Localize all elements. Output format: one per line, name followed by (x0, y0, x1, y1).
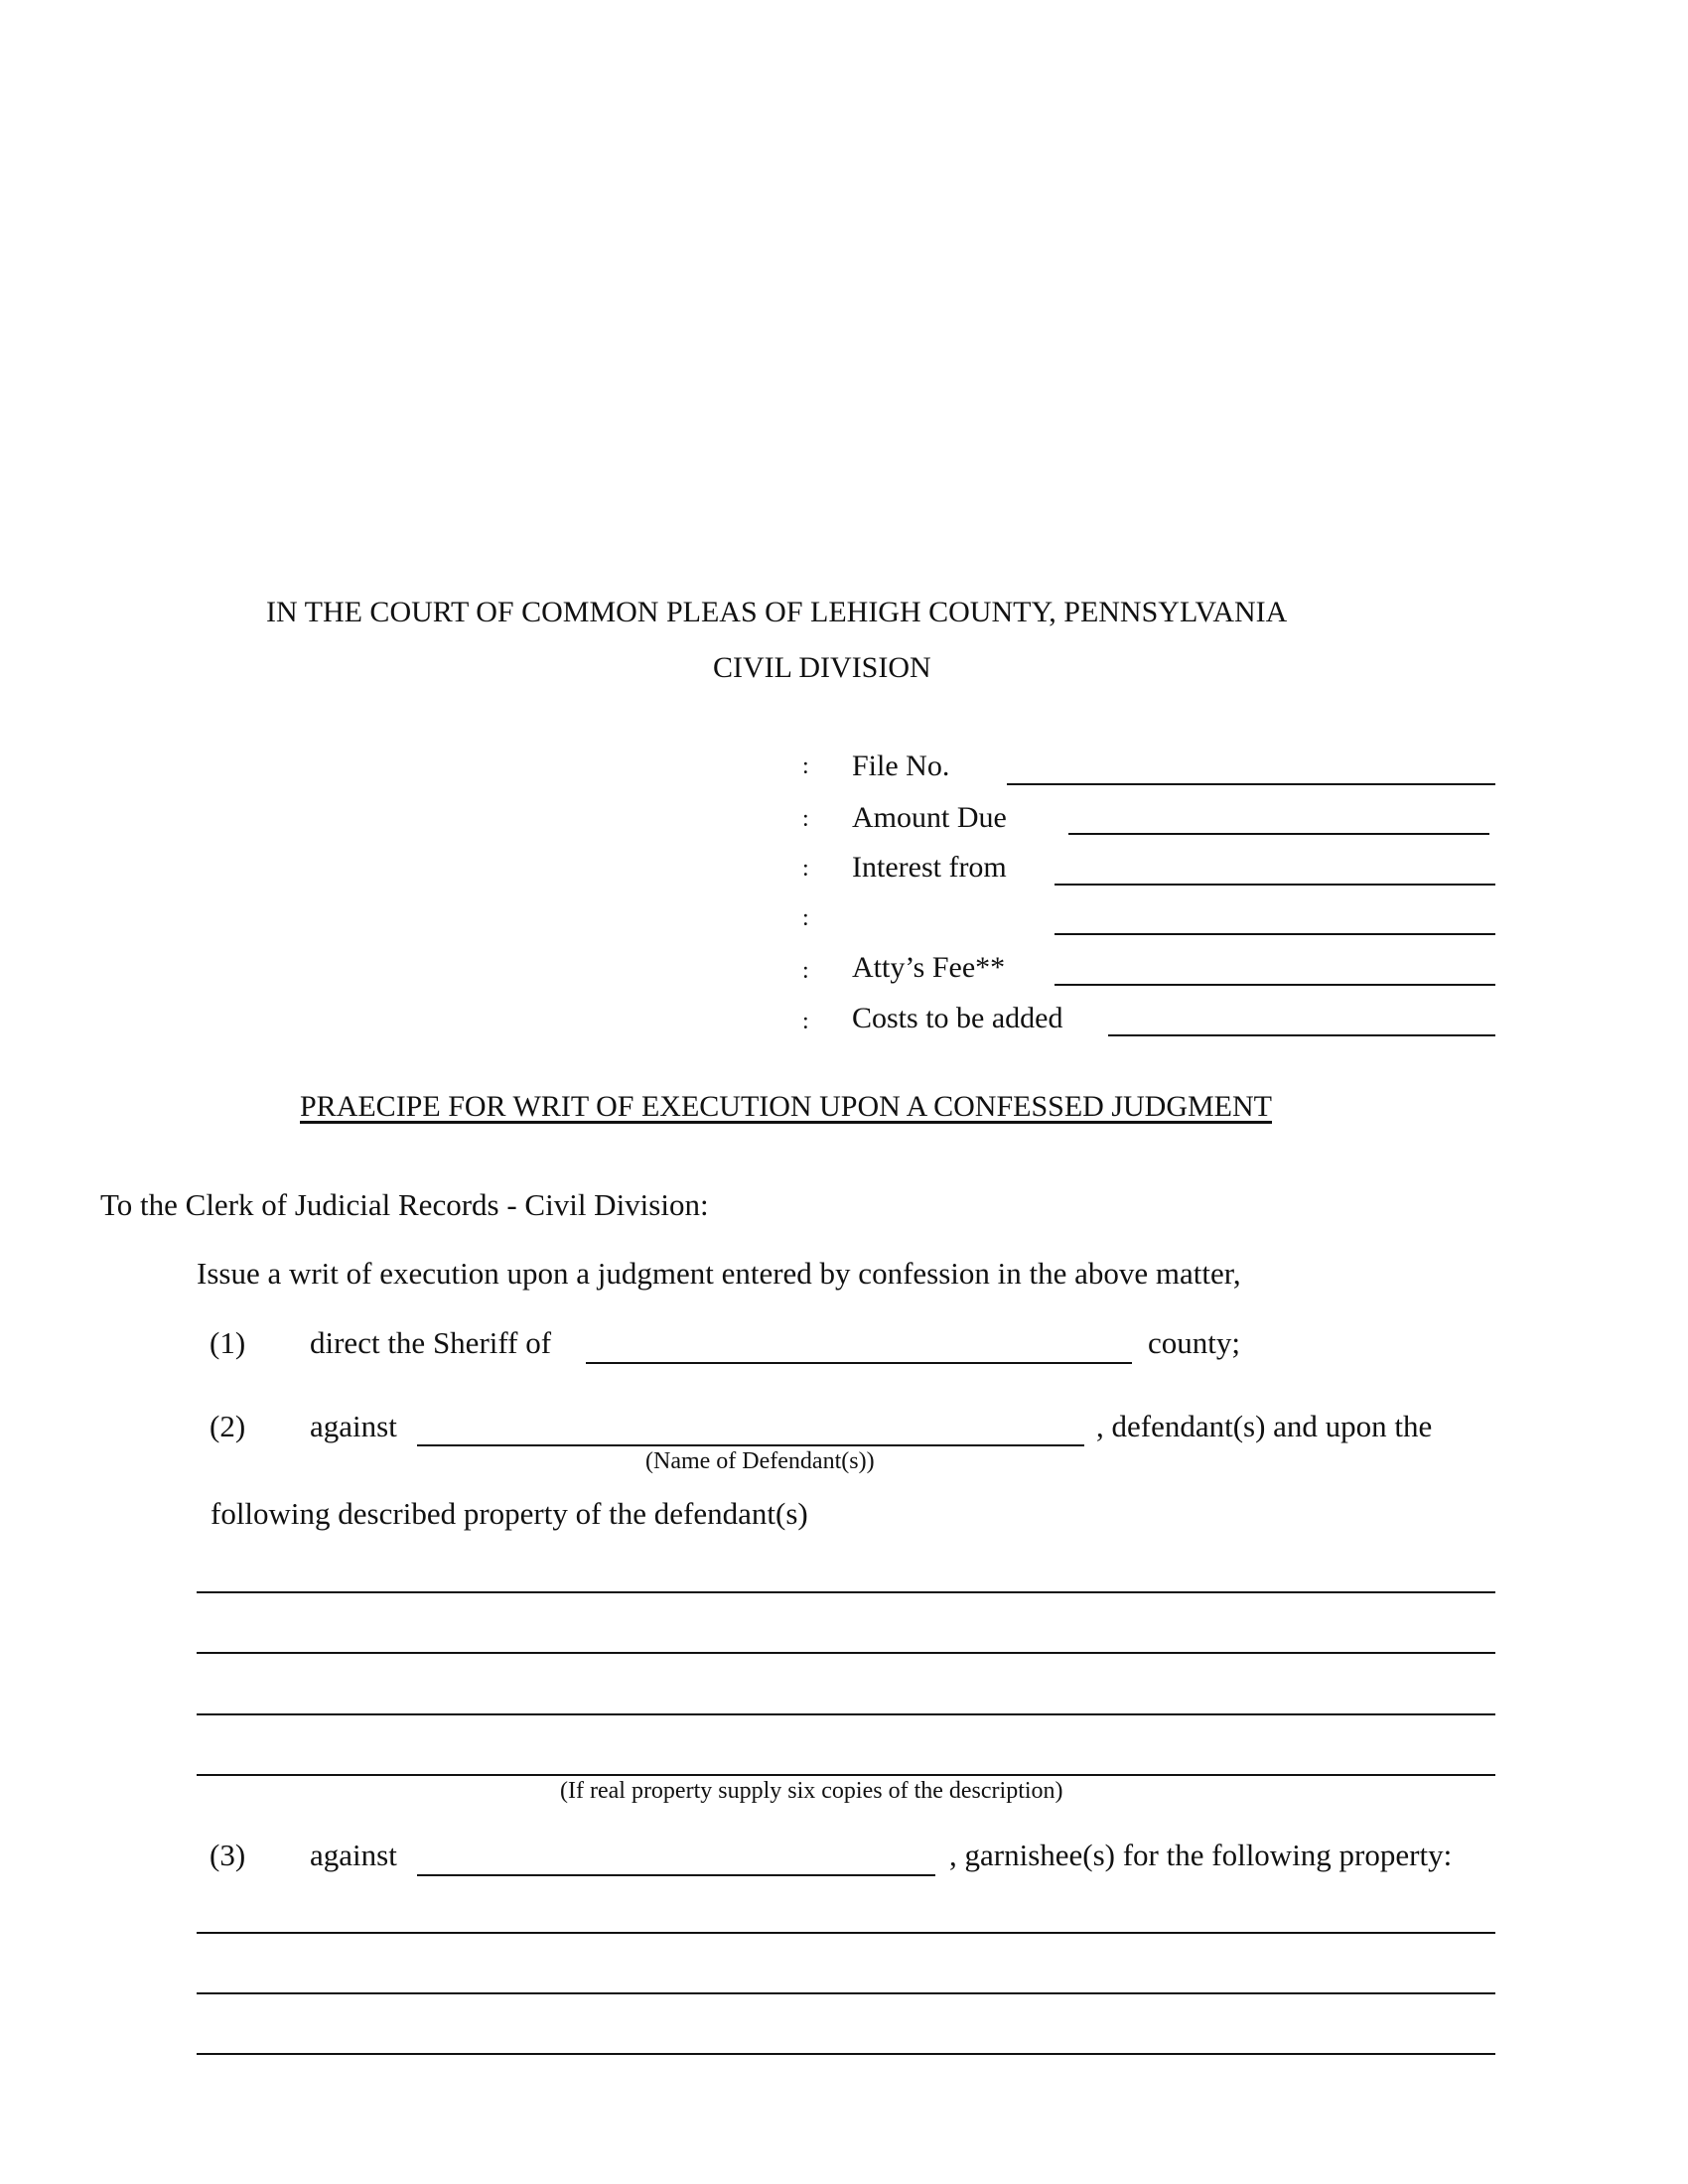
property-line[interactable] (197, 1713, 1495, 1715)
interest-from-field[interactable] (1055, 884, 1495, 886)
property-line[interactable] (197, 1591, 1495, 1593)
amount-due-field[interactable] (1068, 833, 1489, 835)
garnishee-suffix: , garnishee(s) for the following property: (949, 1838, 1453, 1872)
item-number: (2) (210, 1409, 246, 1443)
caption-colon: : (802, 806, 809, 832)
caption-colon: : (802, 1009, 809, 1034)
attorney-fee-field[interactable] (1055, 984, 1495, 986)
caption-colon: : (802, 958, 809, 984)
defendant-prefix: against (310, 1409, 397, 1443)
costs-field[interactable] (1108, 1034, 1495, 1036)
division-heading: CIVIL DIVISION (713, 651, 931, 684)
property-label: following described property of the defendant(s) (211, 1496, 808, 1531)
garnishee-property-line[interactable] (197, 2053, 1495, 2055)
garnishee-prefix: against (310, 1838, 397, 1872)
garnishee-name-field[interactable] (417, 1874, 935, 1876)
amount-due-label: Amount Due (852, 801, 1007, 834)
property-line[interactable] (197, 1774, 1495, 1776)
file-number-field[interactable] (1007, 783, 1495, 785)
sheriff-prefix: direct the Sheriff of (310, 1325, 552, 1360)
garnishee-property-line[interactable] (197, 1992, 1495, 1994)
sheriff-county-field[interactable] (586, 1362, 1132, 1364)
item-number: (1) (210, 1325, 246, 1360)
garnishee-property-line[interactable] (197, 1932, 1495, 1934)
item-number: (3) (210, 1838, 246, 1872)
property-note: (If real property supply six copies of the description) (560, 1778, 1063, 1804)
salutation: To the Clerk of Judicial Records - Civil Division: (100, 1187, 709, 1222)
interest-from-label: Interest from (852, 851, 1007, 884)
intro-paragraph: Issue a writ of execution upon a judgment entered by confession in the above matter, (197, 1256, 1241, 1291)
costs-label: Costs to be added (852, 1002, 1063, 1034)
defendant-name-field[interactable] (417, 1444, 1084, 1446)
court-heading: IN THE COURT OF COMMON PLEAS OF LEHIGH COUNTY, PENNSYLVANIA (266, 596, 1288, 628)
caption-colon: : (802, 905, 809, 931)
defendant-caption: (Name of Defendant(s)) (645, 1448, 875, 1474)
sheriff-suffix: county; (1148, 1325, 1240, 1360)
caption-colon: : (802, 753, 809, 779)
caption-colon: : (802, 856, 809, 882)
document-title: PRAECIPE FOR WRIT OF EXECUTION UPON A CONFESSED JUDGMENT (300, 1090, 1272, 1123)
property-line[interactable] (197, 1652, 1495, 1654)
interest-extra-field[interactable] (1055, 933, 1495, 935)
attorney-fee-label: Atty’s Fee** (852, 951, 1006, 984)
defendant-suffix: , defendant(s) and upon the (1096, 1409, 1433, 1443)
file-number-label: File No. (852, 750, 950, 782)
